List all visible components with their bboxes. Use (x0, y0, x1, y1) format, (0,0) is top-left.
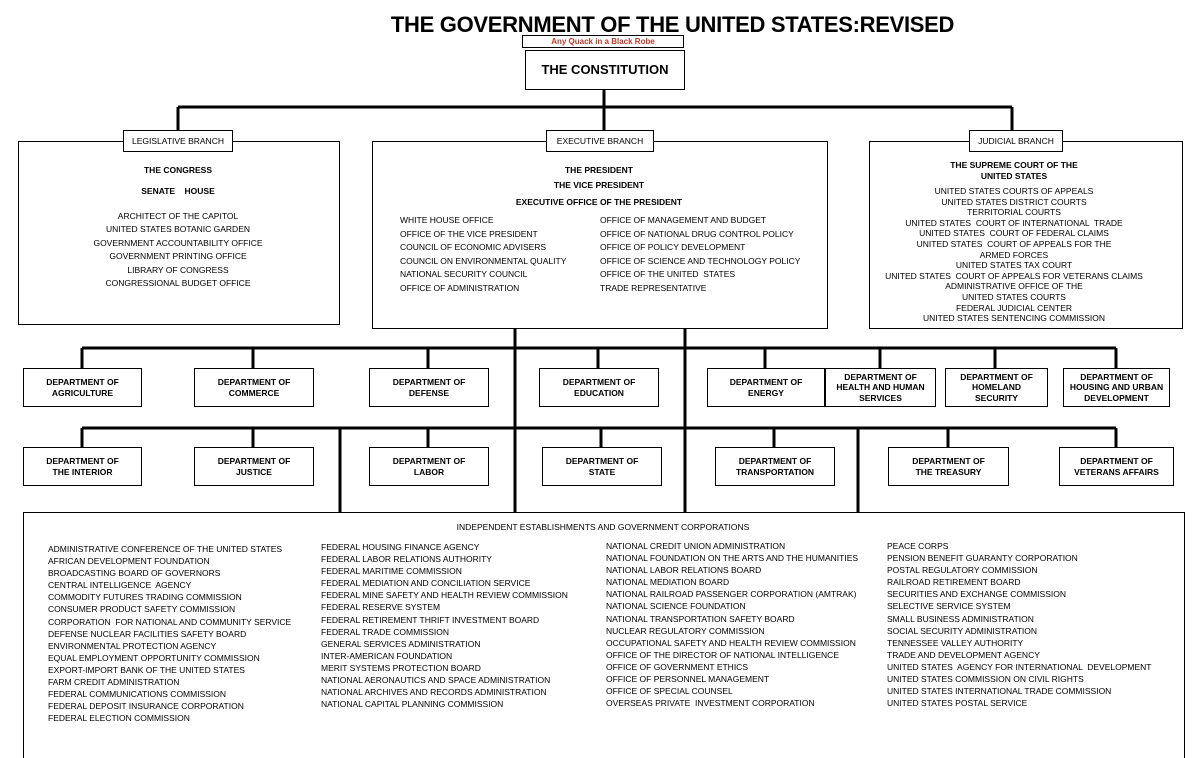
list-item: RAILROAD RETIREMENT BOARD (887, 577, 1021, 588)
dept-justice: DEPARTMENT OF JUSTICE (194, 447, 314, 486)
list-item: TERRITORIAL COURTS (967, 207, 1061, 218)
list-item: ADMINISTRATIVE CONFERENCE OF THE UNITED STATES (48, 544, 283, 554)
list-item: FEDERAL COMMUNICATIONS COMMISSION (48, 689, 227, 700)
judicial-heading-supreme-court (869, 160, 1159, 181)
legislative-heading-congress: THE CONGRESS (143, 165, 212, 175)
dept-state: DEPARTMENT OF STATE (542, 447, 662, 486)
dept-agriculture: DEPARTMENT OF AGRICULTURE (23, 368, 142, 407)
list-item: UNITED STATES TAX COURT (955, 260, 1073, 271)
list-item: UNITED STATES COURT OF INTERNATIONAL TRADE (905, 217, 1123, 228)
list-item: BROADCASTING BOARD OF GOVERNORS (48, 568, 221, 579)
list-item: NATIONAL CAPITAL PLANNING COMMISSION (321, 699, 504, 710)
list-item: FEDERAL JUDICIAL CENTER (955, 302, 1073, 313)
list-item: OFFICE OF SCIENCE AND TECHNOLOGY POLICY (600, 255, 801, 266)
list-item: OFFICE OF PERSONNEL MANAGEMENT (606, 674, 770, 685)
list-item: CENTRAL INTELLIGENCE AGENCY (48, 580, 192, 591)
list-item: OCCUPATIONAL SAFETY AND HEALTH REVIEW COMMISSION (606, 637, 856, 648)
list-item: UNITED STATES BOTANIC GARDEN (105, 224, 251, 235)
list-item: OFFICE OF MANAGEMENT AND BUDGET (600, 215, 767, 225)
dept-homeland-security: DEPARTMENT OF HOMELAND SECURITY (945, 368, 1048, 407)
list-item: FEDERAL RETIREMENT THRIFT INVESTMENT BOARD (321, 614, 540, 625)
list-item: UNITED STATES COURT OF APPEALS FOR THE (916, 238, 1112, 249)
list-item: MERIT SYSTEMS PROTECTION BOARD (321, 662, 481, 673)
independent-establishments-title: INDEPENDENT ESTABLISHMENTS AND GOVERNMENT CORPORATIONS (456, 522, 750, 532)
executive-branch-label: EXECUTIVE BRANCH (546, 130, 654, 152)
list-item: NATIONAL AERONAUTICS AND SPACE ADMINISTRATION (321, 675, 551, 686)
page-title: THE GOVERNMENT OF THE UNITED STATES:REVISED (390, 12, 955, 37)
executive-heading-eop: EXECUTIVE OFFICE OF THE PRESIDENT (515, 197, 683, 207)
list-item: FEDERAL RESERVE SYSTEM (321, 602, 441, 613)
list-item: OFFICE OF NATIONAL DRUG CONTROL POLICY (600, 228, 794, 239)
list-item: FEDERAL HOUSING FINANCE AGENCY (321, 542, 480, 552)
list-item: SMALL BUSINESS ADMINISTRATION (887, 613, 1034, 624)
list-item: TRADE AND DEVELOPMENT AGENCY (887, 649, 1040, 660)
legislative-items-list (18, 210, 338, 290)
list-item: UNITED STATES COMMISSION ON CIVIL RIGHTS (887, 674, 1084, 685)
list-item: NATIONAL RAILROAD PASSENGER CORPORATION (AMTRAK) (606, 589, 857, 600)
list-item: CONGRESSIONAL BUDGET OFFICE (105, 278, 251, 289)
dept-interior: DEPARTMENT OF THE INTERIOR (23, 447, 142, 486)
executive-heading-president: THE PRESIDENT (564, 165, 633, 175)
dept-education: DEPARTMENT OF EDUCATION (539, 368, 659, 407)
constitution-box: THE CONSTITUTION (525, 50, 685, 90)
list-item: NATIONAL LABOR RELATIONS BOARD (606, 565, 762, 576)
list-item: OVERSEAS PRIVATE INVESTMENT CORPORATION (606, 698, 815, 709)
list-item: FEDERAL LABOR RELATIONS AUTHORITY (321, 554, 492, 565)
dept-health-human-services: DEPARTMENT OF HEALTH AND HUMAN SERVICES (825, 368, 936, 407)
list-item: NATIONAL MEDIATION BOARD (606, 577, 730, 588)
independent-col-1 (48, 543, 291, 724)
subtitle-caption: Any Quack in a Black Robe (522, 35, 684, 48)
list-item: OFFICE OF SPECIAL COUNSEL (606, 686, 733, 697)
list-item: UNITED STATES COURT OF FEDERAL CLAIMS (919, 228, 1109, 239)
list-item: UNITED STATES SENTENCING COMMISSION (923, 313, 1105, 324)
list-item: FEDERAL MARITIME COMMISSION (321, 566, 462, 577)
list-item: NUCLEAR REGULATORY COMMISSION (606, 625, 765, 636)
list-item: COUNCIL OF ECONOMIC ADVISERS (400, 242, 547, 252)
list-item: FEDERAL ELECTION COMMISSION (48, 713, 190, 724)
executive-heading-vice-president: THE VICE PRESIDENT (553, 180, 645, 190)
list-item: COMMODITY FUTURES TRADING COMMISSION (48, 592, 242, 603)
list-item: NATIONAL FOUNDATION ON THE ARTS AND THE HUMANITIES (606, 553, 859, 564)
list-item: OFFICE OF POLICY DEVELOPMENT (600, 242, 746, 252)
dept-defense: DEPARTMENT OF DEFENSE (369, 368, 489, 407)
independent-col-4 (887, 540, 1151, 709)
executive-left-list (400, 214, 566, 295)
list-item: SECURITIES AND EXCHANGE COMMISSION (887, 589, 1066, 600)
list-item: FEDERAL TRADE COMMISSION (321, 626, 449, 637)
list-item: FEDERAL MEDIATION AND CONCILIATION SERVICE (321, 578, 531, 589)
list-item: UNITED STATES COURTS (962, 291, 1066, 302)
list-item: TENNESSEE VALLEY AUTHORITY (887, 637, 1024, 648)
legislative-branch-label: LEGISLATIVE BRANCH (123, 130, 233, 152)
list-item: FEDERAL MINE SAFETY AND HEALTH REVIEW COMMISSION (321, 590, 568, 601)
list-item: FARM CREDIT ADMINISTRATION (48, 677, 180, 688)
dept-labor: DEPARTMENT OF LABOR (369, 447, 489, 486)
list-item: WHITE HOUSE OFFICE (400, 215, 494, 225)
list-item: OFFICE OF THE DIRECTOR OF NATIONAL INTELLIGENCE (606, 649, 839, 660)
list-item: UNITED STATES COURTS OF APPEALS (934, 186, 1094, 196)
list-item: OFFICE OF GOVERNMENT ETHICS (606, 661, 748, 672)
list-item: UNITED STATES COURT OF APPEALS FOR VETERANS CLAIMS (885, 270, 1143, 281)
list-item: TRADE REPRESENTATIVE (600, 282, 707, 293)
list-item: NATIONAL TRANSPORTATION SAFETY BOARD (606, 613, 795, 624)
list-item: UNITED STATES POSTAL SERVICE (887, 698, 1028, 709)
list-item: ADMINISTRATIVE OFFICE OF THE (945, 281, 1083, 292)
executive-right-list (600, 214, 800, 295)
dept-energy: DEPARTMENT OF ENERGY (707, 368, 825, 407)
list-item: GOVERNMENT PRINTING OFFICE (109, 251, 247, 262)
list-item: CORPORATION FOR NATIONAL AND COMMUNITY SERVICE (48, 616, 292, 627)
list-item: SOCIAL SECURITY ADMINISTRATION (887, 625, 1038, 636)
independent-col-3 (606, 540, 858, 709)
list-item: LIBRARY OF CONGRESS (127, 264, 229, 275)
list-item: DEFENSE NUCLEAR FACILITIES SAFETY BOARD (48, 628, 247, 639)
list-item: UNITED STATES AGENCY FOR INTERNATIONAL DEVELOPMENT (887, 661, 1152, 672)
supreme-court-line2: UNITED STATES (980, 170, 1048, 181)
dept-commerce: DEPARTMENT OF COMMERCE (194, 368, 314, 407)
list-item: OFFICE OF THE VICE PRESIDENT (400, 228, 538, 239)
dept-transportation: DEPARTMENT OF TRANSPORTATION (715, 447, 835, 486)
dept-housing-urban-development: DEPARTMENT OF HOUSING AND URBAN DEVELOPMENT (1063, 368, 1170, 407)
list-item: EXPORT-IMPORT BANK OF THE UNITED STATES (48, 664, 245, 675)
list-item: NATIONAL CREDIT UNION ADMINISTRATION (606, 541, 786, 551)
supreme-court-line1: THE SUPREME COURT OF THE (950, 160, 1078, 170)
list-item: FEDERAL DEPOSIT INSURANCE CORPORATION (48, 701, 244, 712)
list-item: INTER-AMERICAN FOUNDATION (321, 650, 453, 661)
list-item: AFRICAN DEVELOPMENT FOUNDATION (48, 556, 210, 567)
list-item: NATIONAL SCIENCE FOUNDATION (606, 601, 746, 612)
independent-col-2 (321, 541, 568, 710)
list-item: OFFICE OF THE UNITED STATES (600, 269, 736, 279)
judicial-items-list (869, 186, 1159, 324)
list-item: NATIONAL ARCHIVES AND RECORDS ADMINISTRATION (321, 687, 547, 698)
list-item: COUNCIL ON ENVIRONMENTAL QUALITY (400, 255, 567, 266)
list-item: ARCHITECT OF THE CAPITOL (117, 211, 239, 221)
list-item: CONSUMER PRODUCT SAFETY COMMISSION (48, 604, 236, 615)
judicial-branch-label: JUDICIAL BRANCH (969, 130, 1063, 152)
list-item: ARMED FORCES (979, 249, 1049, 260)
list-item: NATIONAL SECURITY COUNCIL (400, 269, 528, 279)
list-item: UNITED STATES DISTRICT COURTS (941, 196, 1087, 207)
list-item: PENSION BENEFIT GUARANTY CORPORATION (887, 553, 1078, 564)
list-item: EQUAL EMPLOYMENT OPPORTUNITY COMMISSION (48, 652, 260, 663)
legislative-heading-chambers: SENATE HOUSE (141, 186, 215, 196)
dept-treasury: DEPARTMENT OF THE TREASURY (888, 447, 1009, 486)
list-item: OFFICE OF ADMINISTRATION (400, 282, 520, 293)
list-item: SELECTIVE SERVICE SYSTEM (887, 601, 1011, 612)
list-item: PEACE CORPS (887, 541, 949, 551)
list-item: GENERAL SERVICES ADMINISTRATION (321, 638, 481, 649)
list-item: ENVIRONMENTAL PROTECTION AGENCY (48, 640, 217, 651)
list-item: POSTAL REGULATORY COMMISSION (887, 565, 1038, 576)
list-item: UNITED STATES INTERNATIONAL TRADE COMMISSION (887, 686, 1112, 697)
list-item: GOVERNMENT ACCOUNTABILITY OFFICE (93, 237, 263, 248)
dept-veterans-affairs: DEPARTMENT OF VETERANS AFFAIRS (1059, 447, 1174, 486)
